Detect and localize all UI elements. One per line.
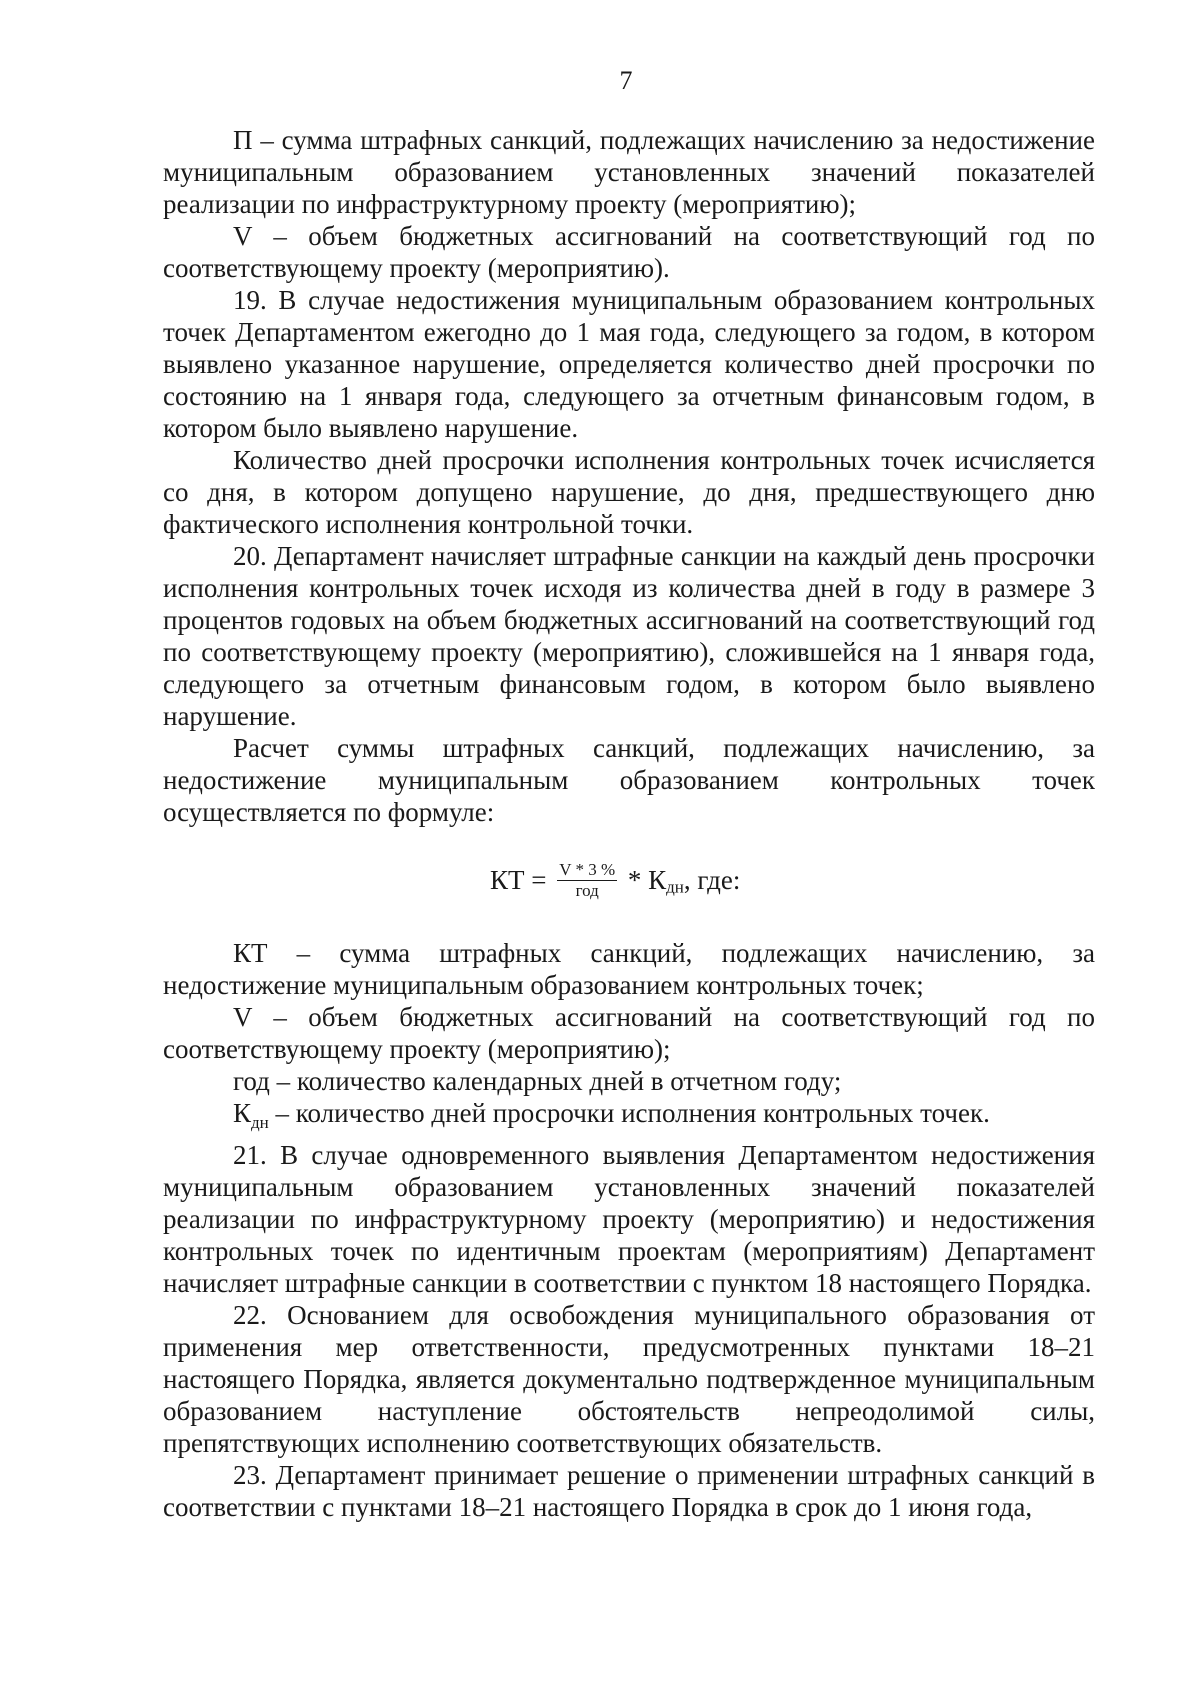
formula-suffix: , где: xyxy=(683,865,741,895)
paragraph-god-definition: год – количество календарных дней в отчетном году; xyxy=(233,1066,842,1096)
page-number: 7 xyxy=(619,66,633,95)
formula-fraction xyxy=(557,860,617,901)
formula-denominator: год xyxy=(575,881,599,900)
paragraph-overdue-days: Количество дней просрочки исполнения контрольных точек исчисляется со дня, в котором допущено нарушение, до дня, предшествующего дню фактического исполнения контрольной точки. xyxy=(163,445,1095,539)
kdn-symbol: К xyxy=(233,1098,252,1128)
paragraph-kdn-definition xyxy=(163,1097,1095,1139)
document-body-bottom xyxy=(163,937,1095,1523)
formula-numerator: V * 3 % xyxy=(559,860,616,879)
document-body-top xyxy=(163,124,1095,828)
formula-subscript: дн xyxy=(666,877,684,897)
paragraph-v-definition-2: V – объем бюджетных ассигнований на соответствующий год по соответствующему проекту (мероприятию); xyxy=(163,1002,1095,1064)
penalty-formula xyxy=(490,860,740,901)
paragraph-22: 22. Основанием для освобождения муниципального образования от применения мер ответственности, предусмотренных пунктами 18–21 настоящего Порядка, является документально подтвержденное муниципальным образованием наступление обстоятельств непреодолимой силы, препятствующих исполнению соответствующих обязательств. xyxy=(163,1300,1095,1458)
paragraph-19: 19. В случае недостижения муниципальным образованием контрольных точек Департаментом ежегодно до 1 мая года, следующего за годом, в котором выявлено указанное нарушение, определяется количество дней просрочки по состоянию на 1 января года, следующего за отчетным финансовым годом, в котором было выявлено нарушение. xyxy=(163,285,1095,443)
paragraph-v-definition: V – объем бюджетных ассигнований на соответствующий год по соответствующему проекту (мероприятию). xyxy=(163,221,1095,283)
paragraph-20: 20. Департамент начисляет штрафные санкции на каждый день просрочки исполнения контрольных точек исходя из количества дней в году в размере 3 процентов годовых на объем бюджетных ассигнований на соответствующий год по соответствующему проекту (мероприятию), сложившейся на 1 января года, следующего за отчетным финансовым годом, в котором было выявлено нарушение. xyxy=(163,541,1095,731)
paragraph-p-definition: П – сумма штрафных санкций, подлежащих начислению за недостижение муниципальным образованием установленных значений показателей реализации по инфраструктурному проекту (мероприятию); xyxy=(163,125,1095,219)
kdn-subscript: дн xyxy=(251,1113,269,1132)
paragraph-kt-definition: КТ – сумма штрафных санкций, подлежащих начислению, за недостижение муниципальным образованием контрольных точек; xyxy=(163,938,1095,1000)
paragraph-23: 23. Департамент принимает решение о применении штрафных санкций в соответствии с пунктами 18–21 настоящего Порядка в срок до 1 июня года, xyxy=(163,1460,1095,1522)
formula-lhs: КТ = xyxy=(490,865,547,895)
kdn-text: – количество дней просрочки исполнения контрольных точек. xyxy=(268,1098,990,1128)
paragraph-formula-intro: Расчет суммы штрафных санкций, подлежащих начислению, за недостижение муниципальным образованием контрольных точек осуществляется по формуле: xyxy=(163,733,1095,827)
paragraph-21: 21. В случае одновременного выявления Департаментом недостижения муниципальным образованием установленных значений показателей реализации по инфраструктурному проекту (мероприятию) и недостижения контрольных точек по идентичным проектам (мероприятиям) Департамент начисляет штрафные санкции в соответствии с пунктом 18 настоящего Порядка. xyxy=(163,1140,1095,1298)
formula-multiplier: * К xyxy=(627,865,667,895)
